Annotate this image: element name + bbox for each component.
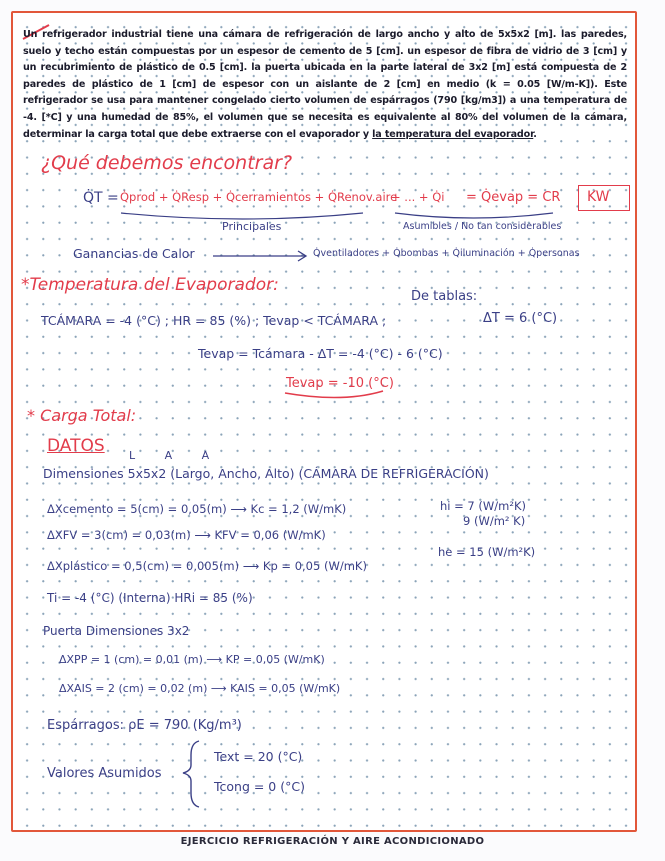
temp-evap-heading: *Temperatura del Evaporador: [21, 275, 279, 295]
ganancias-terms: Q̇ventiladores + Q̇bombas + Q̇iluminación + Q̇personas [313, 248, 580, 259]
he-value: he = 15 (W/m²K) [438, 545, 536, 559]
qt-rhs: = Q̇evap = CR [466, 190, 561, 205]
esparragos-line: Espárragos: ρE = 790 (Kg/m³) [47, 718, 242, 733]
footer-title: EJERCICIO REFRIGERACIÓN Y AIRE ACONDICIONADO [180, 836, 485, 847]
valores-asumidos-label: Valores Asumidos [47, 766, 162, 781]
problem-text: Un refrigerador industrial tiene una cámara de refrigeración de largo ancho y alto de 5x5x2 [m]. las paredes, suelo y techo están compuestas por un espesor de cemento de 5 [cm]. un espesor de fibra de vidrio de 3 [cm] y un recubrimiento de plástico de 0.5 [cm]. la puerta ubicada en la parte lateral de 3x2 [m] está compuesta de 2 paredes de plástico de 1 [cm] de espesor con un aislante de 2 [cm] en medio (k = 0.05 [W/m-K]). Este refrigerador se usa para mantener congelado cierto volumen de espárragos (790 [kg/m3]) a una temperatura de -4. [*C] y una humedad de 85%, el volumen que se necesita es equivalente al 80% del volumen de la cámara, determinar la carga total que debe extraerse con el evaporador y [23, 29, 627, 140]
problem-statement: Un refrigerador industrial tiene una cámara de refrigeración de largo ancho y alto de 5x5x2 [m]. las paredes, suelo y techo están compuestas por un espesor de cemento de 5 [cm]. un espesor de fibra de vidrio de 3 [cm] y un recubrimiento de plástico de 0.5 [cm]. la puerta ubicada en la parte lateral de 3x2 [m] está compuesta de 2 paredes de plástico de 1 [cm] de espesor con un aislante de 2 [cm] en medio (k = 0.05 [W/m-K]). Este refrigerador se usa para mantener congelado cierto volumen de espárragos (790 [kg/m3]) a una temperatura de -4. [*C] y una humedad de 85%, el volumen que se necesita es equivalente al 80% del volumen de la cámara, determinar la carga total que debe extraerse con el evaporador y la temperatura del evaporador. [23, 29, 627, 140]
tevap-eq: Tevap = Tcámara - ΔT = -4 (°C) - 6 (°C) [198, 346, 443, 361]
qt-unit: KW [587, 189, 610, 205]
question-heading: ¿Qué debemos encontrar? [41, 152, 293, 174]
aislante-line: ΔXAIS = 2 (cm) = 0,02 (m) ⟶ KAIS = 0,05 (W/mK) [59, 682, 341, 695]
puerta-line: Puerta Dimensiones 3x2 [43, 624, 190, 638]
asumibles-label: Asumibles / No tan considerables [403, 221, 562, 232]
hi-value: hi = 7 (W/m²K) [440, 499, 526, 513]
text-line: Text = 20 (°C) [214, 749, 303, 764]
cemento-line: ΔXcemento = 5(cm) = 0,05(m) ⟶ Kc = 1,2 (W/mK) [47, 502, 347, 516]
temp-interna-line: Ti = -4 (°C) (Interna) HRi = 85 (%) [47, 591, 253, 605]
tevap-result: Tevap = -10 (°C) [286, 376, 394, 391]
delta-t: ΔT = 6 (°C) [483, 311, 558, 326]
de-tablas-label: De tablas: [411, 289, 478, 304]
principales-label: Principales [222, 220, 282, 233]
problem-underlined-text: la temperatura del evaporador [372, 128, 534, 140]
pp-line: ΔXPP = 1 (cm) = 0,01 (m) ⟶ KP = 0,05 (W/mK) [59, 653, 325, 666]
qt-dots: + ... + Q̇i [391, 190, 445, 204]
laa-label: L A A [129, 449, 223, 462]
qt-lhs: Q̇T = [83, 190, 119, 206]
plastico-line: ΔXplástico = 0,5(cm) = 0,005(m) ⟶ Kp = 0,05 (W/mK) [47, 559, 367, 573]
datos-heading: DATOS [47, 436, 105, 456]
dimensiones: Dimensiones 5x5x2 (Largo, Ancho, Alto) (CÁMARA DE REFRIGERACIÓN) [43, 466, 489, 481]
notebook-page [11, 11, 637, 832]
qt-terms: Q̇prod + Q̇Resp + Q̇cerramientos + Q̇Renov.aire [120, 190, 398, 204]
carga-heading: * Carga Total: [27, 406, 137, 425]
tcamara-line: TCÁMARA = -4 (°C) ; HR = 85 (%) ; Tevap < TCÁMARA ; [41, 313, 387, 328]
ganancias-label: Ganancias de Calor [73, 246, 195, 261]
tcong-line: Tcong = 0 (°C) [214, 779, 305, 794]
fibra-vidrio-line: ΔXFV = 3(cm) = 0,03(m) ⟶ KFV = 0,06 (W/mK) [47, 528, 326, 542]
hi-value-alt: 9 (W/m² K) [463, 514, 526, 528]
unit-box [578, 185, 630, 211]
